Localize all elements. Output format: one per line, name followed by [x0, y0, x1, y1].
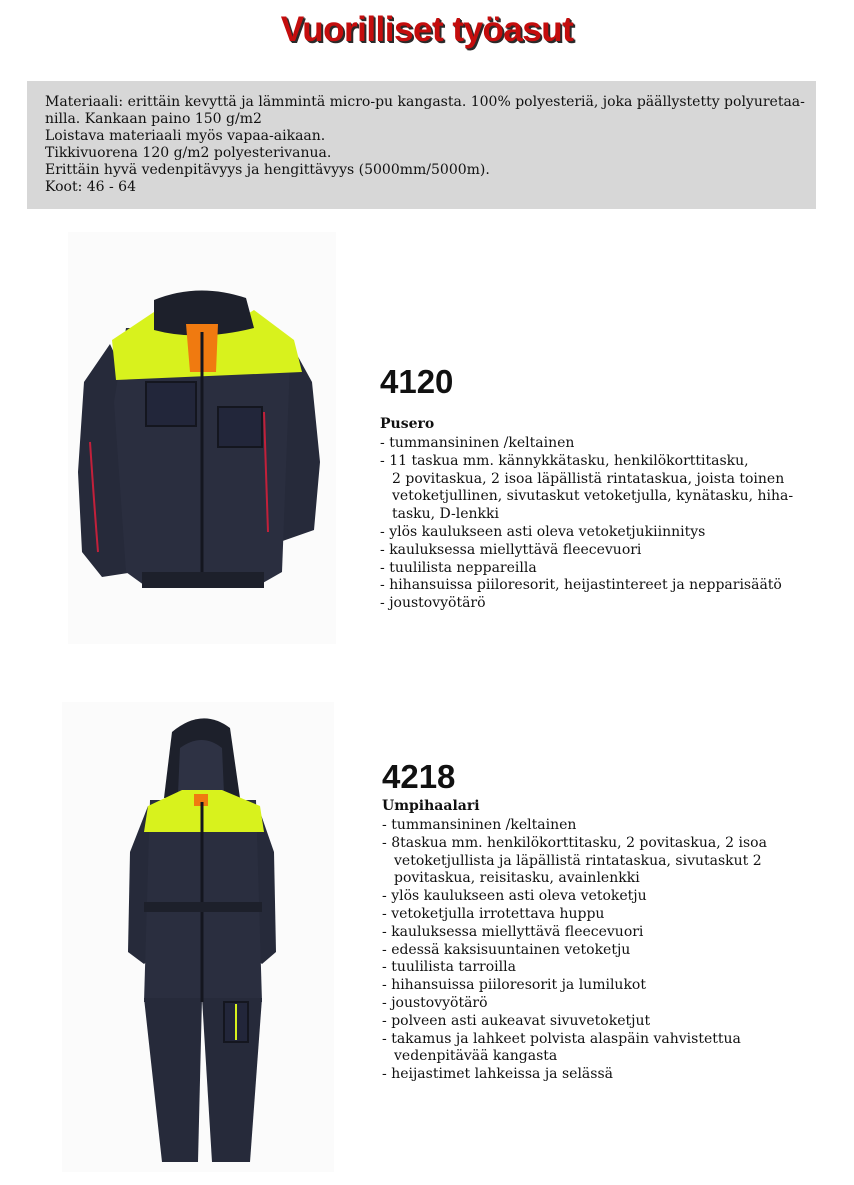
overall-4218-image	[62, 702, 334, 1172]
feature-item: - tuulilista neppareilla	[380, 560, 820, 578]
info-line: Loistava materiaali myös vapaa-aikaan.	[45, 128, 326, 144]
feature-item: - hihansuissa piiloresorit ja lumilukot	[382, 977, 822, 995]
jacket-4120-image	[68, 232, 336, 644]
feature-item: - tummansininen /keltainen	[380, 435, 820, 453]
feature-item: - 11 taskua mm. kännykkätasku, henkilökorttitasku, 2 povitaskua, 2 isoa läpällistä rintataskua, joista toinen vetoketjullinen, sivutaskut vetoketjulla, kynätasku, hiha- tasku, D-lenkki	[380, 453, 820, 524]
info-line: nilla. Kankaan paino 150 g/m2	[45, 111, 262, 127]
feature-item: - joustovyötärö	[382, 995, 822, 1013]
feature-list	[382, 817, 822, 1084]
feature-item: - hihansuissa piiloresorit, heijastintereet ja nepparisäätö	[380, 577, 820, 595]
info-line: Tikkivuorena 120 g/m2 polyesterivanua.	[45, 145, 332, 161]
feature-item: - heijastimet lahkeissa ja selässä	[382, 1066, 822, 1084]
feature-item: - joustovyötärö	[380, 595, 820, 613]
feature-item: - kauluksessa miellyttävä fleecevuori	[382, 924, 822, 942]
info-line: Erittäin hyvä vedenpitävyys ja hengittävyys (5000mm/5000m).	[45, 162, 490, 178]
material-info-box	[27, 81, 816, 209]
feature-item: - tuulilista tarroilla	[382, 959, 822, 977]
feature-item: - ylös kaulukseen asti oleva vetoketju	[382, 888, 822, 906]
feature-item: - ylös kaulukseen asti oleva vetoketjukiinnitys	[380, 524, 820, 542]
feature-item: - edessä kaksisuuntainen vetoketju	[382, 942, 822, 960]
feature-item: - polveen asti aukeavat sivuvetoketjut	[382, 1013, 822, 1031]
product-code: 4218	[382, 758, 456, 795]
product-code: 4120	[380, 363, 454, 400]
feature-item: - takamus ja lahkeet polvista alaspäin vahvistettua vedenpitävää kangasta	[382, 1031, 822, 1067]
info-line: Materiaali: erittäin kevyttä ja lämmintä micro-pu kangasta. 100% polyesteriä, joka päällystetty polyuretaa-	[45, 94, 805, 110]
feature-list	[380, 435, 820, 613]
product-name: Pusero	[380, 416, 435, 432]
info-line: Koot: 46 - 64	[45, 179, 136, 195]
feature-item: - vetoketjulla irrotettava huppu	[382, 906, 822, 924]
feature-item: - tummansininen /keltainen	[382, 817, 822, 835]
page-title: Vuorilliset työasut	[280, 10, 574, 49]
feature-item: - 8taskua mm. henkilökorttitasku, 2 povitaskua, 2 isoa vetoketjullista ja läpällistä rintataskua, sivutaskut 2 povitaskua, reisitasku, avainlenkki	[382, 835, 822, 888]
feature-item: - kauluksessa miellyttävä fleecevuori	[380, 542, 820, 560]
product-name: Umpihaalari	[382, 798, 480, 814]
